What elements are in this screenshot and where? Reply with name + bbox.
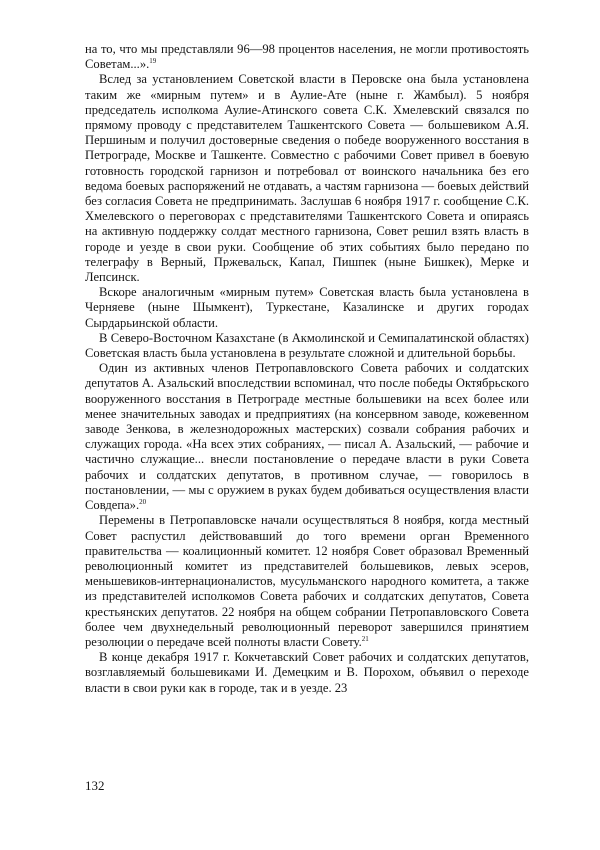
paragraph-2 (85, 72, 529, 285)
page-body (85, 42, 529, 696)
footnote-ref-21: 21 (361, 634, 369, 643)
paragraph-4-text: В Северо-Восточном Казахстане (в Акмолинской и Семипалатинской областях) Советская власть была установлена в результате сложной и длительной борьбы. (85, 330, 529, 361)
paragraph-2-text: Вслед за установлением Советской власти в Перовске она была установлена таким же «мирным путем» и в Аулие-Ате (ныне г. Жамбыл). 5 ноября председатель исполкома Аулие-Атинского совета С.К. Хмелевский связался по прямому проводу с представителем Ташкентского Совета — большевиком А.Я. Першиным и получил достоверные сведения о победе вооруженного восстания в Петрограде, Москве и Ташкенте. Совместно с рабочими Совет привел в боевую готовность городской гарнизон и потребовал от воинского начальника без его ведома боевых распоряжений не отдавать, а частям гарнизона — боевых действий без согласия Совета не предпринимать. Заслушав 6 ноября 1917 г. сообщение С.К. Хмелевского о переговорах с представителями Ташкентского Совета и опираясь на активную поддержку солдат местного гарнизона, Совет решил взять власть в городе и уезде в свои руки. Сообщение об этих событиях было передано по телеграфу в Верный, Пржевальск, Капал, Пишпек (ныне Бишкек), Мерке и Лепсинск. (85, 72, 529, 285)
footnote-ref-20: 20 (139, 497, 147, 506)
paragraph-6 (85, 513, 529, 650)
paragraph-1 (85, 42, 529, 72)
paragraph-5-text: Один из активных членов Петропавловского Совета рабочих и солдатских депутатов А. Азальский впоследствии вспоминал, что после победы Октябрьского вооруженного восстания в Петрограде местные большевики на всех более или менее значительных заводах и предприятиях (на консервном заводе, кожевенном заводе Зенкова, в железнодорожных мастерских) созвали собрания рабочих и служащих города. «На всех этих собраниях, — писал А. Азальский, — рабочие и частично служащие... внесли постановление о передаче власти в руки Совета рабочих и солдатских депутатов, в противном случае, — говорилось в постановлении, — мы с оружием в руках будем добиваться осуществления власти Совдепа». (85, 361, 529, 513)
paragraph-4 (85, 331, 529, 361)
paragraph-5 (85, 361, 529, 513)
paragraph-7-text: В конце декабря 1917 г. Кокчетавский Совет рабочих и солдатских депутатов, возглавляемый большевиками И. Демецким и В. Порохом, объявил о переходе власти в свои руки как в городе, так и в уезде. 23 (85, 650, 529, 695)
footnote-ref-19: 19 (149, 57, 157, 66)
paragraph-3-text: Вскоре аналогичным «мирным путем» Советская власть была установлена в Черняеве (ныне Шымкент), Туркестане, Казалинске и других городах Сырдарьинской области. (85, 285, 529, 330)
paragraph-3 (85, 285, 529, 331)
page-number: 132 (85, 778, 105, 793)
paragraph-7 (85, 650, 529, 696)
paragraph-1-text: на то, что мы представляли 96—98 процентов населения, не могли противостоять Советам...». (85, 42, 529, 72)
paragraph-6-text: Перемены в Петропавловске начали осуществляться 8 ноября, когда местный Совет распустил действовавший до того времени орган Временного правительства — коалиционный комитет. 12 ноября Совет образовал Временный революционный комитет из представителей большевиков, левых эсеров, меньшевиков-интернационалистов, мусульманского народного комитета, а также из представителей исполкомов Совета рабочих и солдатских депутатов, Совета крестьянских депутатов. 22 ноября на общем собрании Петропавловского Совета более чем двухнедельный революционный переворот завершился принятием резолюции о передаче всей полноты власти Совету. (85, 513, 529, 649)
